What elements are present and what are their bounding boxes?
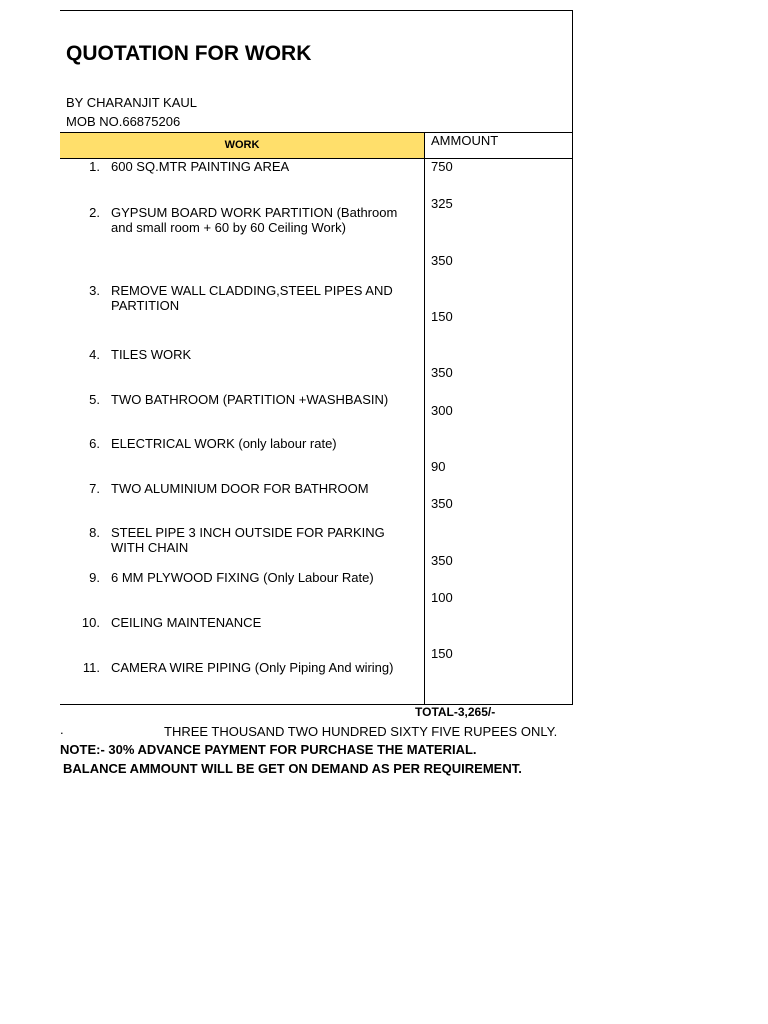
amount-value: 150 xyxy=(431,646,453,661)
item-description: STEEL PIPE 3 INCH OUTSIDE FOR PARKING WITH CHAIN xyxy=(111,525,385,555)
item-description: GYPSUM BOARD WORK PARTITION (Bathroom and small room + 60 by 60 Ceiling Work) xyxy=(111,205,398,235)
amount-value: 150 xyxy=(431,309,453,324)
item-description: TWO ALUMINIUM DOOR FOR BATHROOM xyxy=(111,481,369,496)
payment-note: NOTE:- 30% ADVANCE PAYMENT FOR PURCHASE THE MATERIAL. xyxy=(60,742,477,757)
amount-value: 750 xyxy=(431,159,453,174)
item-number: 7. xyxy=(89,481,100,496)
column-divider xyxy=(424,132,425,705)
dot-marker: . xyxy=(60,722,64,737)
item-description: 600 SQ.MTR PAINTING AREA xyxy=(111,159,290,174)
by-line: BY CHARANJIT KAUL xyxy=(66,95,198,110)
amount-value: 100 xyxy=(431,590,453,605)
top-border xyxy=(60,10,573,11)
amount-in-words: THREE THOUSAND TWO HUNDRED SIXTY FIVE RUPEES ONLY. xyxy=(164,724,558,739)
amount-value: 300 xyxy=(431,403,453,418)
page-title: QUOTATION FOR WORK xyxy=(66,42,312,65)
header-work: WORK xyxy=(224,139,260,151)
amount-value: 350 xyxy=(431,553,453,568)
item-number: 4. xyxy=(89,347,100,362)
item-description: TILES WORK xyxy=(111,347,192,362)
item-description: ELECTRICAL WORK (only labour rate) xyxy=(111,436,337,451)
right-border xyxy=(572,10,573,705)
item-number: 9. xyxy=(89,570,100,585)
item-description: REMOVE WALL CLADDING,STEEL PIPES AND PARTITION xyxy=(111,283,393,313)
amount-value: 90 xyxy=(431,459,446,474)
table-bottom-line xyxy=(60,704,573,705)
amount-value: 325 xyxy=(431,196,453,211)
total-amount: TOTAL-3,265/- xyxy=(415,705,496,719)
item-description: CAMERA WIRE PIPING (Only Piping And wiring) xyxy=(111,660,394,675)
amount-value: 350 xyxy=(431,496,453,511)
item-number: 3. xyxy=(89,283,100,298)
mobile-number: MOB NO.66875206 xyxy=(66,114,181,129)
balance-note: BALANCE AMMOUNT WILL BE GET ON DEMAND AS PER REQUIREMENT. xyxy=(63,761,522,776)
amount-value: 350 xyxy=(431,365,453,380)
amount-value: 350 xyxy=(431,253,453,268)
item-number: 1. xyxy=(89,159,100,174)
item-number: 8. xyxy=(89,525,100,540)
item-number: 11. xyxy=(82,660,100,675)
item-number: 2. xyxy=(89,205,100,220)
item-number: 6. xyxy=(89,436,100,451)
header-amount: AMMOUNT xyxy=(431,133,499,148)
item-description: TWO BATHROOM (PARTITION +WASHBASIN) xyxy=(111,392,389,407)
item-number: 5. xyxy=(89,392,100,407)
item-description: CEILING MAINTENANCE xyxy=(111,615,262,630)
item-number: 10. xyxy=(81,615,100,630)
item-description: 6 MM PLYWOOD FIXING (Only Labour Rate) xyxy=(111,570,374,585)
